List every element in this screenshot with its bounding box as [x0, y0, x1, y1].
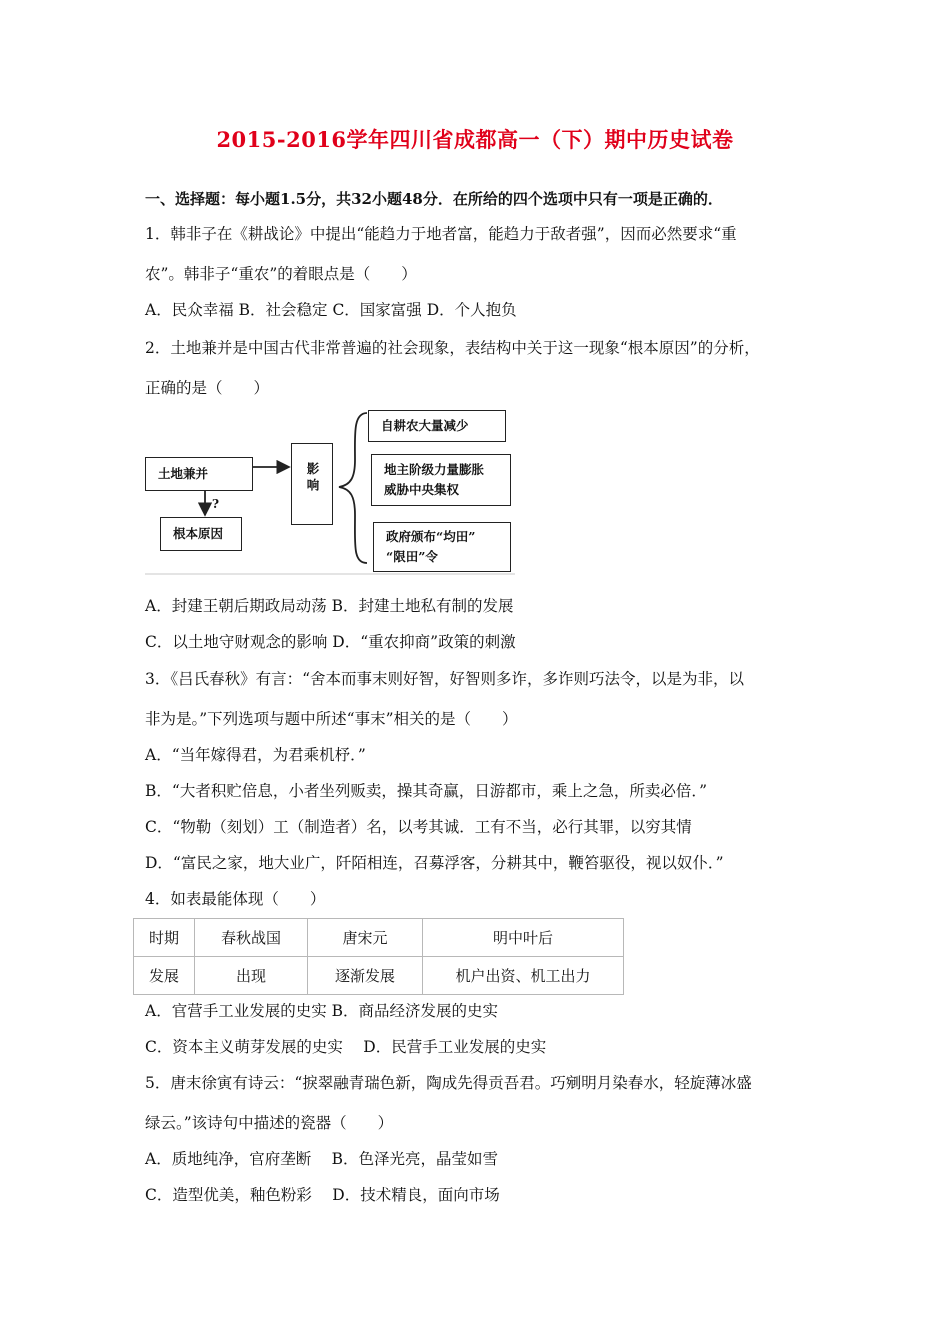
box-effect-2-line1: 地主阶级力量膨胀	[384, 462, 485, 477]
q3-option-d: D．“富民之家，地大业广，阡陌相连，召募浮客，分耕其中，鞭笞驱役，视以奴仆．”	[145, 854, 724, 872]
table-row	[134, 957, 624, 995]
box-effect-3	[373, 522, 511, 572]
table-row	[134, 919, 624, 957]
q1-options: A．民众幸福 B．社会稳定 C．国家富强 D．个人抱负	[145, 301, 517, 319]
q5-stem-line2: 绿云。”该诗句中描述的瓷器（ ）	[145, 1114, 394, 1132]
q3-stem-line1: 3．《吕氏春秋》有言：“舍本而事末则好智，好智则多诈，多诈则巧法令，以是为非，以	[145, 670, 745, 688]
box-influence-label: 影响	[305, 462, 320, 495]
box-effect-1-label: 自耕农大量减少	[381, 418, 469, 433]
table-cell: 发展	[134, 957, 195, 995]
box-effect-2	[371, 454, 511, 506]
q4-options-line2: C．资本主义萌芽发展的史实 D．民营手工业发展的史实	[145, 1038, 547, 1056]
q4-stem: 4．如表最能体现（ ）	[145, 890, 326, 908]
section-heading: 一、选择题：每小题1.5分，共32小题48分．在所给的四个选项中只有一项是正确的．	[145, 190, 723, 208]
box-land-merge	[145, 457, 253, 491]
table-cell: 逐渐发展	[308, 957, 423, 995]
q1-stem-line2: 农”。韩非子“重农”的着眼点是（ ）	[145, 265, 417, 283]
q2-stem-line2: 正确的是（ ）	[145, 379, 270, 397]
q5-stem-line1: 5．唐末徐寅有诗云：“捩翠融青瑞色新，陶成先得贡吾君。巧剜明月染春水，轻旋薄冰盛	[145, 1074, 752, 1092]
box-root-cause	[160, 517, 242, 551]
q2-stem-line1: 2．土地兼并是中国古代非常普遍的社会现象，表结构中关于这一现象“根本原因”的分析，	[145, 339, 760, 357]
table-cell: 明中叶后	[423, 919, 624, 957]
q1-stem-line1: 1．韩非子在《耕战论》中提出“能趋力于地者富，能趋力于敌者强”，因而必然要求“重	[145, 225, 737, 243]
box-root-cause-label: 根本原因	[173, 526, 224, 541]
box-effect-1	[368, 410, 506, 442]
curly-brace	[339, 413, 367, 563]
q3-stem-line2: 非为是。”下列选项与题中所述“事末”相关的是（ ）	[145, 710, 518, 728]
box-effect-3-line2: “限田”令	[386, 549, 438, 564]
table-cell: 春秋战国	[195, 919, 308, 957]
q4-table	[133, 918, 624, 995]
q5-options-line1: A．质地纯净，官府垄断 B．色泽光亮，晶莹如雪	[145, 1150, 499, 1168]
table-cell: 时期	[134, 919, 195, 957]
table-cell: 机户出资、机工出力	[423, 957, 624, 995]
q3-option-b: B．“大者积贮倍息，小者坐列贩卖，操其奇赢，日游都市，乘上之急，所卖必倍．”	[145, 782, 707, 800]
q3-option-c: C．“物勒（刻划）工（制造者）名，以考其诚．工有不当，必行其罪，以穷其情	[145, 818, 692, 836]
diagram-question-mark: ?	[212, 497, 220, 511]
q5-options-line2: C．造型优美，釉色粉彩 D．技术精良，面向市场	[145, 1186, 500, 1204]
q2-options-line2: C．以土地守财观念的影响 D．“重农抑商”政策的刺激	[145, 633, 516, 651]
q3-option-a: A．“当年嫁得君，为君乘机杼．”	[145, 746, 366, 764]
box-influence	[291, 443, 333, 525]
table-cell: 唐宋元	[308, 919, 423, 957]
exam-title: 2015-2016学年四川省成都高一（下）期中历史试卷	[216, 127, 734, 152]
table-cell: 出现	[195, 957, 308, 995]
q4-options-line1: A．官营手工业发展的史实 B．商品经济发展的史实	[145, 1002, 499, 1020]
box-land-merge-label: 土地兼并	[158, 466, 209, 481]
box-effect-3-line1: 政府颁布“均田”	[386, 529, 476, 544]
q2-options-line1: A．封建王朝后期政局动荡 B．封建土地私有制的发展	[145, 597, 514, 615]
box-effect-2-line2: 威胁中央集权	[384, 482, 460, 497]
